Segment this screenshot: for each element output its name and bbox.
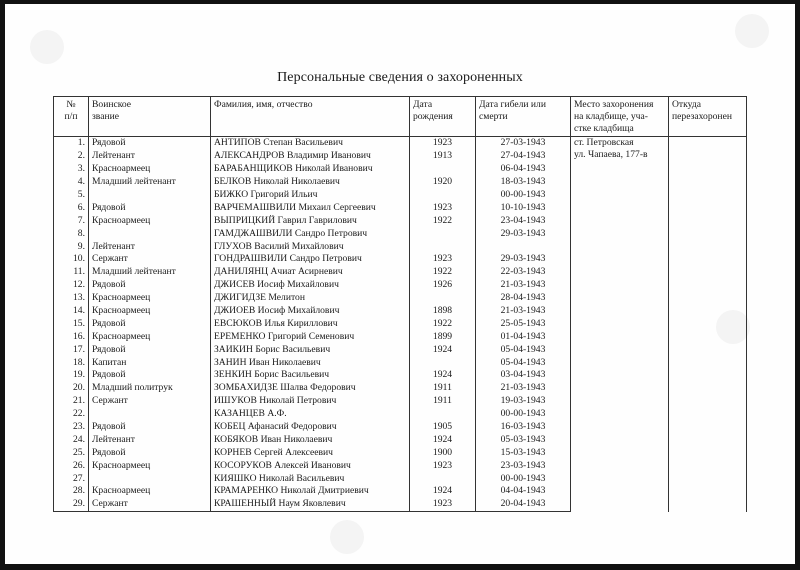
row-name: АНТИПОВ Степан Васильевич (211, 137, 410, 150)
row-death-date: 05-04-1943 (476, 357, 571, 370)
header-num-text: № п/п (64, 99, 78, 122)
row-death-date: 23-03-1943 (476, 460, 571, 473)
row-number: 4. (54, 176, 89, 189)
row-birth-year (410, 357, 476, 370)
row-death-date: 05-04-1943 (476, 344, 571, 357)
row-number: 27. (54, 473, 89, 486)
row-rank: Красноармеец (89, 215, 211, 228)
row-number: 9. (54, 241, 89, 254)
row-birth-year (410, 189, 476, 202)
row-rank: Сержант (89, 253, 211, 266)
header-name-text: Фамилия, имя, отчество (214, 99, 313, 110)
row-rank: Красноармеец (89, 485, 211, 498)
row-rank (89, 408, 211, 421)
header-death-text: Дата гибели или смерти (479, 99, 546, 122)
row-name: КОРНЕВ Сергей Алексеевич (211, 447, 410, 460)
burial-records-table (53, 96, 747, 512)
row-number: 26. (54, 460, 89, 473)
row-name: ИШУКОВ Николай Петрович (211, 395, 410, 408)
row-number: 19. (54, 369, 89, 382)
row-number: 25. (54, 447, 89, 460)
row-death-date: 25-05-1943 (476, 318, 571, 331)
row-rank: Лейтенант (89, 434, 211, 447)
row-rank: Лейтенант (89, 150, 211, 163)
row-name: ДЖИОЕВ Иосиф Михайлович (211, 305, 410, 318)
row-death-date: 21-03-1943 (476, 279, 571, 292)
row-name: ЗЕНКИН Борис Васильевич (211, 369, 410, 382)
row-rank (89, 189, 211, 202)
row-name: ЗАНИН Иван Николаевич (211, 357, 410, 370)
row-number: 10. (54, 253, 89, 266)
row-death-date: 29-03-1943 (476, 228, 571, 241)
row-rank (89, 473, 211, 486)
row-birth-year (410, 163, 476, 176)
row-number: 12. (54, 279, 89, 292)
header-reburied (669, 97, 747, 137)
header-birth (410, 97, 476, 137)
row-rank: Рядовой (89, 447, 211, 460)
row-name: БЕЛКОВ Николай Николаевич (211, 176, 410, 189)
row-birth-year: 1924 (410, 485, 476, 498)
row-number: 24. (54, 434, 89, 447)
row-rank: Красноармеец (89, 163, 211, 176)
row-death-date: 21-03-1943 (476, 382, 571, 395)
table-body (54, 137, 747, 512)
row-birth-year: 1923 (410, 253, 476, 266)
header-place (571, 97, 669, 137)
row-rank: Рядовой (89, 202, 211, 215)
row-death-date: 05-03-1943 (476, 434, 571, 447)
row-death-date: 01-04-1943 (476, 331, 571, 344)
row-birth-year: 1924 (410, 344, 476, 357)
row-death-date: 00-00-1943 (476, 189, 571, 202)
row-name: БАРАБАНЩИКОВ Николай Иванович (211, 163, 410, 176)
row-number: 23. (54, 421, 89, 434)
row-rank: Красноармеец (89, 305, 211, 318)
row-rank: Рядовой (89, 318, 211, 331)
row-rank: Капитан (89, 357, 211, 370)
row-number: 8. (54, 228, 89, 241)
row-death-date: 23-04-1943 (476, 215, 571, 228)
header-place-text: Место захоронения на кладбище, уча- стке кладбища (574, 99, 654, 134)
burial-place-line: ст. Петровская (574, 137, 634, 149)
row-death-date: 00-00-1943 (476, 408, 571, 421)
row-number: 13. (54, 292, 89, 305)
row-number: 22. (54, 408, 89, 421)
row-birth-year: 1924 (410, 434, 476, 447)
row-death-date: 03-04-1943 (476, 369, 571, 382)
row-death-date: 29-03-1943 (476, 253, 571, 266)
table-header-row (54, 97, 747, 137)
row-death-date: 20-04-1943 (476, 498, 571, 511)
row-death-date: 15-03-1943 (476, 447, 571, 460)
row-birth-year: 1923 (410, 460, 476, 473)
row-rank: Рядовой (89, 137, 211, 150)
row-name: ДЖИСЕВ Иосиф Михайлович (211, 279, 410, 292)
row-number: 28. (54, 485, 89, 498)
row-birth-year: 1923 (410, 498, 476, 511)
row-name: ГОНДРАШВИЛИ Сандро Петрович (211, 253, 410, 266)
row-name: ВАРЧЕМАШВИЛИ Михаил Сергеевич (211, 202, 410, 215)
row-birth-year: 1911 (410, 395, 476, 408)
scan-border-bottom (0, 564, 800, 570)
row-rank: Красноармеец (89, 292, 211, 305)
row-name: ВЫПРИЦКИЙ Гаврил Гаврилович (211, 215, 410, 228)
row-name: ЗОМБАХИДЗЕ Шалва Федорович (211, 382, 410, 395)
row-number: 15. (54, 318, 89, 331)
row-death-date: 27-04-1943 (476, 150, 571, 163)
row-birth-year (410, 292, 476, 305)
row-number: 7. (54, 215, 89, 228)
row-rank: Рядовой (89, 369, 211, 382)
row-death-date: 22-03-1943 (476, 266, 571, 279)
row-birth-year (410, 408, 476, 421)
watermark-stamp (735, 14, 769, 48)
row-name: КАЗАНЦЕВ А.Ф. (211, 408, 410, 421)
row-birth-year: 1899 (410, 331, 476, 344)
row-name: БИЖКО Григорий Ильич (211, 189, 410, 202)
burial-place-line: ул. Чапаева, 177-в (574, 149, 648, 161)
row-birth-year: 1905 (410, 421, 476, 434)
header-num (54, 97, 89, 137)
row-name: ГЛУХОВ Василий Михайлович (211, 241, 410, 254)
row-name: ЗАИКИН Борис Васильевич (211, 344, 410, 357)
row-rank: Лейтенант (89, 241, 211, 254)
burial-place-cell (571, 137, 669, 512)
row-number: 11. (54, 266, 89, 279)
row-name: ДЖИГИДЗЕ Мелитон (211, 292, 410, 305)
row-birth-year: 1913 (410, 150, 476, 163)
row-birth-year: 1922 (410, 318, 476, 331)
row-rank: Красноармеец (89, 460, 211, 473)
row-birth-year (410, 228, 476, 241)
row-rank: Рядовой (89, 344, 211, 357)
row-name: КОБЯКОВ Иван Николаевич (211, 434, 410, 447)
row-death-date: 28-04-1943 (476, 292, 571, 305)
row-rank: Рядовой (89, 279, 211, 292)
row-number: 6. (54, 202, 89, 215)
row-death-date: 04-04-1943 (476, 485, 571, 498)
row-name: КОБЕЦ Афанасий Федорович (211, 421, 410, 434)
row-name: КИЯШКО Николай Васильевич (211, 473, 410, 486)
row-birth-year (410, 241, 476, 254)
row-name: КРАШЕННЫЙ Наум Яковлевич (211, 498, 410, 511)
row-number: 18. (54, 357, 89, 370)
row-number: 17. (54, 344, 89, 357)
row-death-date (476, 241, 571, 254)
row-rank: Сержант (89, 395, 211, 408)
row-birth-year: 1922 (410, 266, 476, 279)
row-death-date: 21-03-1943 (476, 305, 571, 318)
row-birth-year: 1923 (410, 137, 476, 150)
row-birth-year: 1924 (410, 369, 476, 382)
row-name: ДАНИЛЯНЦ Ачиат Асирневич (211, 266, 410, 279)
row-number: 2. (54, 150, 89, 163)
row-death-date: 10-10-1943 (476, 202, 571, 215)
header-name (211, 97, 410, 137)
row-number: 14. (54, 305, 89, 318)
row-name: ГАМДЖАШВИЛИ Сандро Петрович (211, 228, 410, 241)
row-rank (89, 228, 211, 241)
row-death-date: 27-03-1943 (476, 137, 571, 150)
row-name: КРАМАРЕНКО Николай Дмитриевич (211, 485, 410, 498)
reburied-from-cell (669, 137, 747, 512)
row-name: КОСОРУКОВ Алексей Иванович (211, 460, 410, 473)
row-death-date: 06-04-1943 (476, 163, 571, 176)
row-rank: Рядовой (89, 421, 211, 434)
row-birth-year: 1926 (410, 279, 476, 292)
row-number: 5. (54, 189, 89, 202)
header-rank (89, 97, 211, 137)
row-death-date: 19-03-1943 (476, 395, 571, 408)
row-name: ЕРЕМЕНКО Григорий Семенович (211, 331, 410, 344)
document-title: Персональные сведения о захороненных (277, 70, 523, 85)
row-number: 20. (54, 382, 89, 395)
table-row (54, 137, 747, 150)
row-rank: Красноармеец (89, 331, 211, 344)
row-rank: Младший лейтенант (89, 176, 211, 189)
row-death-date: 18-03-1943 (476, 176, 571, 189)
row-number: 3. (54, 163, 89, 176)
row-rank: Младший лейтенант (89, 266, 211, 279)
header-reburied-text: Откуда перезахоронен (672, 99, 732, 122)
row-birth-year: 1923 (410, 202, 476, 215)
header-birth-text: Дата рождения (413, 99, 453, 122)
row-name: ЕВСЮКОВ Илья Кириллович (211, 318, 410, 331)
row-number: 16. (54, 331, 89, 344)
row-rank: Сержант (89, 498, 211, 511)
row-rank: Младший политрук (89, 382, 211, 395)
row-death-date: 00-00-1943 (476, 473, 571, 486)
row-birth-year: 1922 (410, 215, 476, 228)
header-death (476, 97, 571, 137)
watermark-stamp (330, 520, 364, 554)
row-number: 29. (54, 498, 89, 511)
row-birth-year (410, 473, 476, 486)
scan-border-top (0, 0, 800, 4)
row-name: АЛЕКСАНДРОВ Владимир Иванович (211, 150, 410, 163)
row-birth-year: 1911 (410, 382, 476, 395)
row-death-date: 16-03-1943 (476, 421, 571, 434)
row-birth-year: 1920 (410, 176, 476, 189)
header-rank-text: Воинское звание (92, 99, 132, 122)
watermark-stamp (30, 30, 64, 64)
row-birth-year: 1900 (410, 447, 476, 460)
row-birth-year: 1898 (410, 305, 476, 318)
row-number: 21. (54, 395, 89, 408)
row-number: 1. (54, 137, 89, 150)
